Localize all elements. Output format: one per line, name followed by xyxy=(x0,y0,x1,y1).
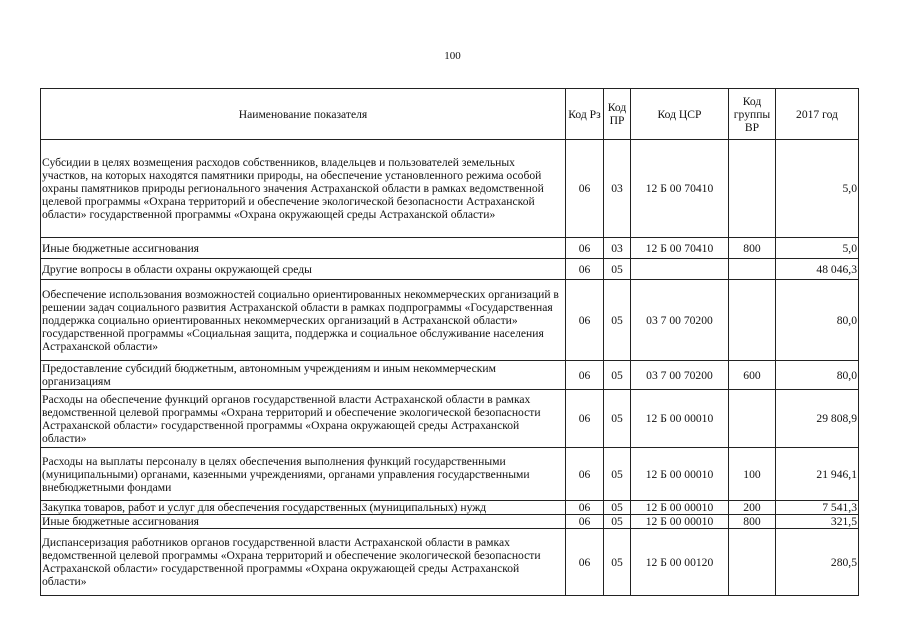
row-rz: 06 xyxy=(566,501,604,515)
row-amount: 80,0 xyxy=(776,280,859,361)
row-vr xyxy=(729,259,776,280)
row-csr: 12 Б 00 00010 xyxy=(631,390,729,448)
row-pr: 03 xyxy=(604,238,631,259)
row-vr xyxy=(729,280,776,361)
row-vr xyxy=(729,390,776,448)
row-pr: 05 xyxy=(604,259,631,280)
row-vr: 200 xyxy=(729,501,776,515)
row-name: Субсидии в целях возмещения расходов собственников, владельцев и пользователей земельных участков, на которых находятся памятники природы, на обеспечение установленного режима особой охраны памятников природы регионального значения Астраханской области в рамках ведомственной целевой программы «Охрана территорий и обеспечение экологической безопасности Астраханской области» государственной программы «Охрана окружающей среды Астраханской области» xyxy=(41,140,566,238)
row-rz: 06 xyxy=(566,515,604,529)
row-csr: 12 Б 00 00010 xyxy=(631,501,729,515)
header-year: 2017 год xyxy=(776,89,859,140)
row-amount: 321,5 xyxy=(776,515,859,529)
row-pr: 05 xyxy=(604,390,631,448)
row-pr: 05 xyxy=(604,448,631,501)
budget-table xyxy=(40,88,859,596)
row-pr: 05 xyxy=(604,515,631,529)
row-csr: 12 Б 00 00010 xyxy=(631,515,729,529)
row-amount: 5,0 xyxy=(776,238,859,259)
row-rz: 06 xyxy=(566,259,604,280)
row-rz: 06 xyxy=(566,238,604,259)
row-amount: 5,0 xyxy=(776,140,859,238)
row-pr: 03 xyxy=(604,140,631,238)
row-name: Диспансеризация работников органов государственной власти Астраханской области в рамках ведомственной целевой программы «Охрана территорий и обеспечение экологической безопасности Астраханской области» государственной программы «Охрана окружающей среды Астраханской области» xyxy=(41,529,566,596)
row-name: Предоставление субсидий бюджетным, автономным учреждениям и иным некоммерческим организациям xyxy=(41,361,566,390)
row-rz: 06 xyxy=(566,448,604,501)
table-row xyxy=(41,259,859,280)
row-rz: 06 xyxy=(566,361,604,390)
row-vr: 800 xyxy=(729,238,776,259)
row-name: Иные бюджетные ассигнования xyxy=(41,515,566,529)
row-pr: 05 xyxy=(604,501,631,515)
row-csr: 12 Б 00 70410 xyxy=(631,140,729,238)
row-pr: 05 xyxy=(604,529,631,596)
row-vr xyxy=(729,529,776,596)
table-row xyxy=(41,448,859,501)
header-row xyxy=(41,89,859,140)
row-pr: 05 xyxy=(604,361,631,390)
table-row xyxy=(41,238,859,259)
row-rz: 06 xyxy=(566,529,604,596)
row-vr: 800 xyxy=(729,515,776,529)
row-csr: 12 Б 00 70410 xyxy=(631,238,729,259)
header-csr: Код ЦСР xyxy=(631,89,729,140)
row-amount: 80,0 xyxy=(776,361,859,390)
page-number: 100 xyxy=(444,50,461,62)
row-vr xyxy=(729,140,776,238)
row-amount: 48 046,3 xyxy=(776,259,859,280)
table-row xyxy=(41,361,859,390)
row-csr: 12 Б 00 00010 xyxy=(631,448,729,501)
row-vr: 100 xyxy=(729,448,776,501)
table-row xyxy=(41,529,859,596)
row-csr: 03 7 00 70200 xyxy=(631,361,729,390)
row-csr xyxy=(631,259,729,280)
row-rz: 06 xyxy=(566,140,604,238)
row-name: Обеспечение использования возможностей социально ориентированных некоммерческих организаций в решении задач социального развития Астраханской области в рамках подпрограммы «Государственная поддержка социально ориентированных некоммерческих организаций в Астраханской области» государственной программы «Социальная защита, поддержка и социальное обслуживание населения Астраханской области» xyxy=(41,280,566,361)
header-pr: Код ПР xyxy=(604,89,631,140)
table-row xyxy=(41,501,859,515)
table-row xyxy=(41,515,859,529)
row-vr: 600 xyxy=(729,361,776,390)
row-name: Расходы на обеспечение функций органов государственной власти Астраханской области в рамках ведомственной целевой программы «Охрана территорий и обеспечение экологической безопасности Астраханской области» государственной программы «Охрана окружающей среды Астраханской области» xyxy=(41,390,566,448)
row-rz: 06 xyxy=(566,390,604,448)
row-amount: 29 808,9 xyxy=(776,390,859,448)
row-name: Другие вопросы в области охраны окружающей среды xyxy=(41,259,566,280)
table-row xyxy=(41,280,859,361)
row-csr: 03 7 00 70200 xyxy=(631,280,729,361)
row-name: Расходы на выплаты персоналу в целях обеспечения выполнения функций государственными (муниципальными) органами, казенными учреждениями, органами управления государственными внебюджетными фондами xyxy=(41,448,566,501)
row-amount: 7 541,3 xyxy=(776,501,859,515)
table-row xyxy=(41,140,859,238)
header-rz: Код Рз xyxy=(566,89,604,140)
header-vr: Код группы ВР xyxy=(729,89,776,140)
row-amount: 280,5 xyxy=(776,529,859,596)
table-row xyxy=(41,390,859,448)
row-name: Иные бюджетные ассигнования xyxy=(41,238,566,259)
row-name: Закупка товаров, работ и услуг для обеспечения государственных (муниципальных) нужд xyxy=(41,501,566,515)
row-pr: 05 xyxy=(604,280,631,361)
header-name: Наименование показателя xyxy=(41,89,566,140)
row-amount: 21 946,1 xyxy=(776,448,859,501)
row-rz: 06 xyxy=(566,280,604,361)
row-csr: 12 Б 00 00120 xyxy=(631,529,729,596)
